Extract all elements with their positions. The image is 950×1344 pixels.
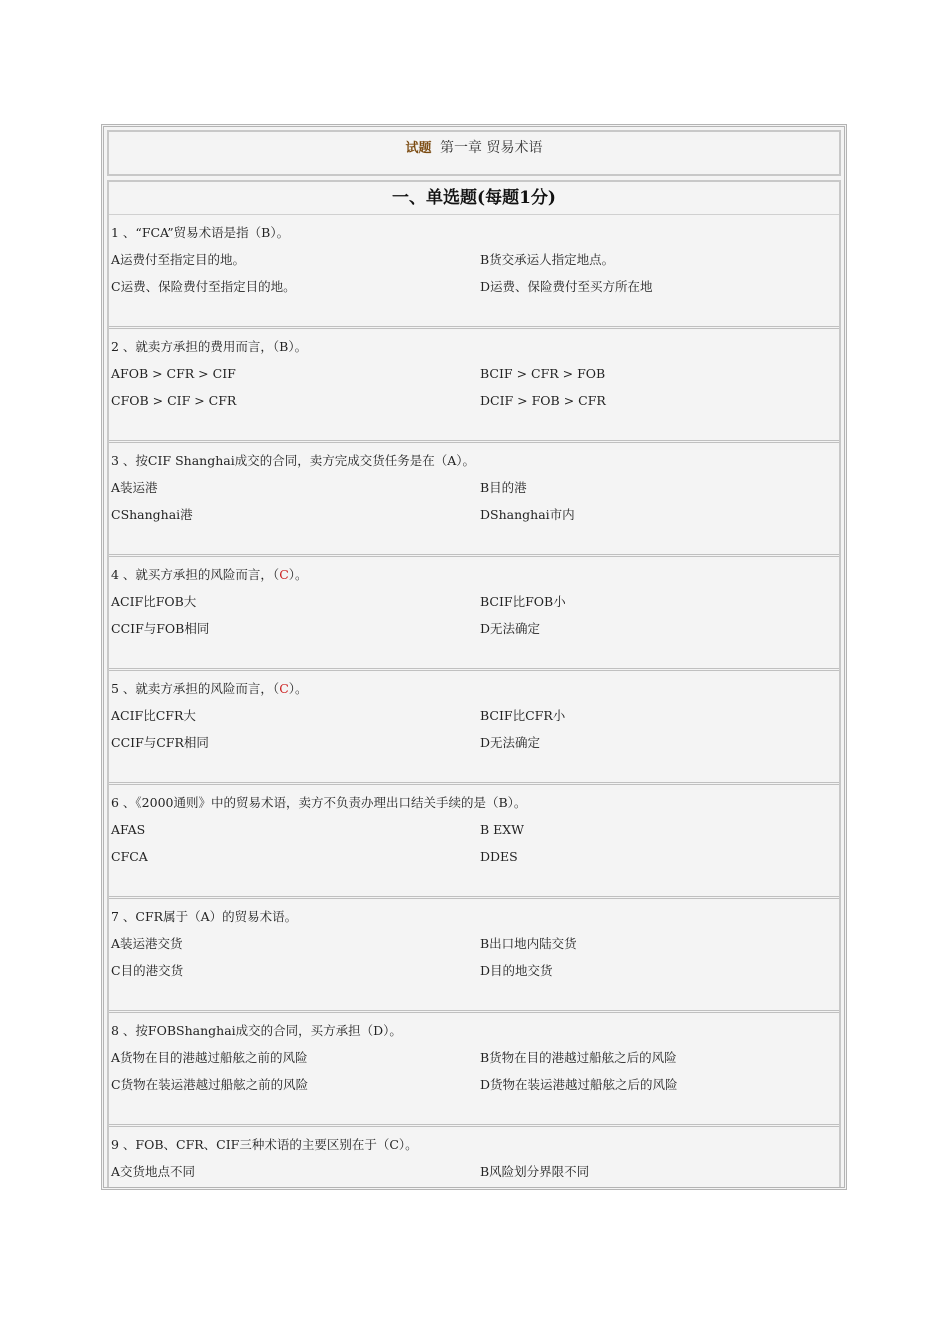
option-a: ACIF比FOB大 xyxy=(111,594,197,609)
stem-end: ）。 xyxy=(288,681,308,696)
question-4 xyxy=(109,557,839,671)
option-a: AFAS xyxy=(111,822,146,837)
option-a: ACIF比CFR大 xyxy=(111,708,196,723)
option-b: B目的港 xyxy=(480,480,527,495)
question-stem: 2 、就卖方承担的费用而言，（B）。 xyxy=(111,339,308,354)
option-b: B出口地内陆交货 xyxy=(480,936,577,951)
option-b: B货物在目的港越过船舷之后的风险 xyxy=(480,1050,677,1065)
question-3 xyxy=(109,443,839,557)
question-6 xyxy=(109,785,839,899)
question-stem: 6 、《2000通则》中的贸易术语，卖方不负责办理出口结关手续的是（B）。 xyxy=(111,795,527,810)
question-stem: 1 、“FCA”贸易术语是指（B）。 xyxy=(111,225,290,240)
option-c: CFCA xyxy=(111,849,148,864)
option-a: A交货地点不同 xyxy=(111,1164,196,1179)
option-d: DCIF > FOB > CFR xyxy=(480,393,606,408)
option-d: DShanghai市内 xyxy=(480,507,575,522)
option-d: D货物在装运港越过船舷之后的风险 xyxy=(480,1077,678,1092)
question-8 xyxy=(109,1013,839,1127)
stem-end: ）。 xyxy=(288,567,308,582)
option-a: A装运港 xyxy=(111,480,158,495)
quiz-header xyxy=(107,130,841,176)
option-b: B风险划分界限不同 xyxy=(480,1164,590,1179)
option-c: C运费、保险费付至指定目的地。 xyxy=(111,279,296,294)
option-a: A运费付至指定目的地。 xyxy=(111,252,246,267)
chapter-title: 第一章 贸易术语 xyxy=(440,140,543,156)
option-a: A装运港交货 xyxy=(111,936,183,951)
question-stem xyxy=(111,567,308,583)
option-d: D无法确定 xyxy=(480,735,541,750)
stem-text: 4 、就买方承担的风险而言，（ xyxy=(111,567,280,582)
answer-highlight: C xyxy=(279,681,289,696)
question-stem: 7 、CFR属于（A）的贸易术语。 xyxy=(111,909,298,924)
question-5 xyxy=(109,671,839,785)
option-b: BCIF比CFR小 xyxy=(480,708,566,723)
question-stem: 8 、按FOBShanghai成交的合同，买方承担（D）。 xyxy=(111,1023,402,1038)
option-b: BCIF比FOB小 xyxy=(480,594,566,609)
option-c: CCIF与FOB相同 xyxy=(111,621,210,636)
option-d: D运费、保险费付至买方所在地 xyxy=(480,279,653,294)
question-stem: 9 、FOB、CFR、CIF三种术语的主要区别在于（C）。 xyxy=(111,1137,418,1152)
answer-highlight: C xyxy=(279,567,289,582)
option-d: D无法确定 xyxy=(480,621,541,636)
question-1 xyxy=(109,215,839,329)
header-tag: 试题 xyxy=(405,141,432,156)
quiz-container xyxy=(101,124,847,1190)
option-b: B货交承运人指定地点。 xyxy=(480,252,615,267)
option-c: C货物在装运港越过船舷之前的风险 xyxy=(111,1077,309,1092)
option-c: CFOB > CIF > CFR xyxy=(111,393,237,408)
stem-text: 5 、就卖方承担的风险而言，（ xyxy=(111,681,280,696)
option-d: DDES xyxy=(480,849,518,864)
option-b: B EXW xyxy=(480,822,525,837)
option-c: CCIF与CFR相同 xyxy=(111,735,209,750)
option-a: A货物在目的港越过船舷之前的风险 xyxy=(111,1050,308,1065)
question-7 xyxy=(109,899,839,1013)
quiz-content xyxy=(107,180,841,1187)
question-stem: 3 、按CIF Shanghai成交的合同，卖方完成交货任务是在（A）。 xyxy=(111,453,475,468)
option-d: D目的地交货 xyxy=(480,963,553,978)
question-2 xyxy=(109,329,839,443)
question-stem xyxy=(111,681,308,697)
section-title: 一、单选题(每题1分) xyxy=(109,182,839,215)
option-c: CShanghai港 xyxy=(111,507,193,522)
question-9 xyxy=(109,1127,839,1190)
header-line xyxy=(109,139,839,158)
option-c: C目的港交货 xyxy=(111,963,184,978)
option-a: AFOB > CFR > CIF xyxy=(111,366,236,381)
option-b: BCIF > CFR > FOB xyxy=(480,366,606,381)
